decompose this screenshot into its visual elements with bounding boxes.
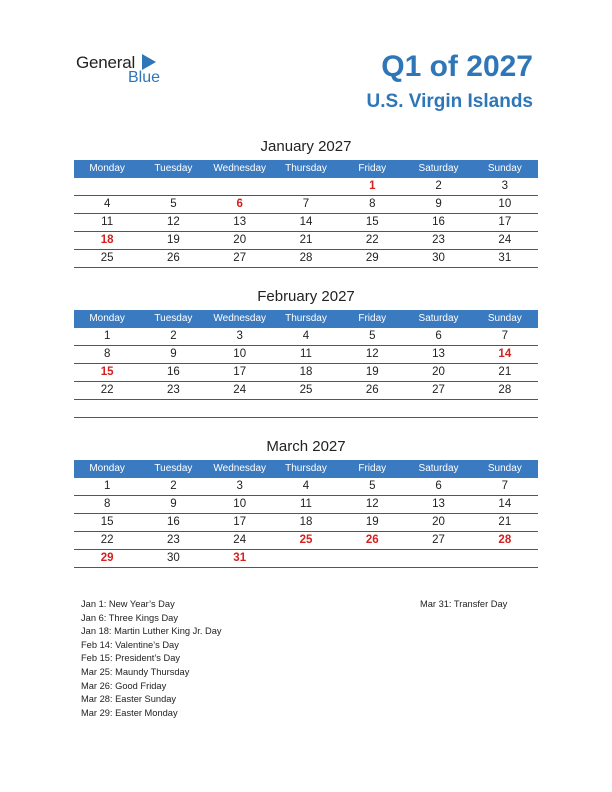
holiday-item: Mar 26: Good Friday: [81, 680, 167, 691]
day-cell: 1: [103, 480, 111, 492]
week-row: [74, 400, 538, 418]
day-cell: 8: [103, 498, 111, 510]
day-cell: 1: [369, 180, 376, 192]
day-cell: [74, 400, 140, 417]
weekday-header: [74, 460, 538, 478]
day-cell: [273, 400, 339, 417]
weekday-label: Wednesday: [213, 313, 267, 324]
day-cell: [339, 550, 405, 567]
holiday-item: Jan 1: New Year’s Day: [81, 599, 175, 609]
day-cell: 13: [233, 216, 247, 228]
day-cell: [339, 400, 405, 417]
day-cell: 9: [170, 498, 177, 510]
day-cell: 7: [501, 480, 509, 492]
day-cell: [140, 400, 206, 417]
weekday-label: Monday: [89, 163, 125, 174]
day-cell: 29: [365, 252, 379, 264]
day-cell: 31: [498, 252, 512, 264]
logo-blue-text: Blue: [128, 69, 161, 86]
month-february: [74, 288, 538, 418]
weekday-label: Monday: [89, 313, 125, 324]
day-cell: 14: [299, 216, 313, 228]
month-january: [74, 138, 538, 268]
weekday-label: Thursday: [285, 163, 327, 174]
week-row: [74, 232, 538, 250]
day-cell: 4: [302, 480, 310, 492]
holiday-item: Mar 28: Easter Sunday: [81, 694, 177, 705]
day-cell: 17: [233, 516, 247, 528]
month-title: March 2027: [266, 438, 346, 455]
day-cell: 7: [501, 330, 509, 342]
day-cell: 2: [170, 330, 177, 342]
day-cell: 7: [302, 198, 310, 210]
day-cell: 18: [100, 234, 114, 246]
weekday-label: Friday: [358, 313, 387, 324]
day-cell: 14: [498, 498, 512, 510]
day-cell: [273, 550, 339, 567]
day-cell: 27: [233, 252, 247, 264]
day-cell: 3: [501, 180, 509, 192]
day-cell: 4: [302, 330, 310, 342]
weekday-label: Sunday: [487, 163, 522, 174]
day-cell: 21: [299, 234, 313, 246]
day-cell: [405, 550, 471, 567]
day-cell: 26: [365, 384, 379, 396]
weekday-label: Saturday: [418, 163, 459, 174]
day-cell: 26: [365, 534, 379, 546]
day-cell: 21: [498, 516, 512, 528]
month-title: February 2027: [257, 288, 355, 305]
day-cell: [273, 178, 339, 195]
day-cell: 3: [236, 330, 243, 342]
day-cell: 15: [100, 366, 114, 378]
day-cell: 25: [100, 252, 114, 264]
weekday-label: Thursday: [285, 313, 327, 324]
day-cell: 28: [498, 534, 512, 546]
day-cell: 12: [167, 216, 180, 228]
day-cell: 8: [103, 348, 111, 360]
weekday-label: Saturday: [418, 313, 459, 324]
day-cell: 10: [233, 348, 247, 360]
day-cell: 23: [432, 234, 445, 246]
day-cell: 16: [432, 216, 445, 228]
weekday-label: Saturday: [418, 463, 459, 474]
weekday-label: Friday: [358, 163, 387, 174]
holiday-item: Mar 25: Maundy Thursday: [81, 666, 190, 677]
day-cell: 24: [498, 234, 512, 246]
day-cell: 6: [435, 480, 442, 492]
week-row: [74, 382, 538, 400]
holiday-list-right: [420, 598, 507, 612]
day-cell: 11: [300, 348, 312, 360]
holiday-item: Feb 14: Valentine’s Day: [81, 639, 179, 650]
day-cell: 18: [299, 516, 313, 528]
day-cell: [405, 400, 471, 417]
day-cell: 8: [369, 198, 376, 210]
day-cell: 17: [233, 366, 247, 378]
day-cell: 14: [498, 348, 512, 360]
page-title: Q1 of 2027: [381, 50, 533, 83]
day-cell: 15: [365, 216, 379, 228]
logo-general-text: General: [76, 53, 136, 72]
day-cell: 4: [103, 198, 111, 210]
month-march: [74, 438, 538, 568]
day-cell: 25: [299, 384, 313, 396]
day-cell: 26: [167, 252, 180, 264]
day-cell: 12: [365, 498, 379, 510]
day-cell: 16: [167, 366, 180, 378]
week-row: [74, 196, 538, 214]
day-cell: [472, 400, 538, 417]
day-cell: 18: [299, 366, 313, 378]
day-cell: 19: [167, 234, 180, 246]
day-cell: 9: [435, 198, 442, 210]
day-cell: [140, 178, 206, 195]
weekday-label: Thursday: [285, 463, 327, 474]
day-cell: [74, 178, 140, 195]
month-title: January 2027: [260, 138, 352, 155]
weekday-label: Sunday: [487, 313, 522, 324]
day-cell: 19: [365, 366, 379, 378]
day-cell: 22: [100, 384, 114, 396]
day-cell: 25: [299, 534, 313, 546]
weekday-label: Tuesday: [154, 313, 193, 324]
holiday-list: [81, 598, 222, 720]
day-cell: 28: [498, 384, 512, 396]
week-row: [74, 328, 538, 346]
week-row: [74, 214, 538, 232]
day-cell: 2: [435, 180, 442, 192]
day-cell: 15: [100, 516, 114, 528]
day-cell: 13: [432, 498, 445, 510]
day-cell: 13: [432, 348, 445, 360]
day-cell: 10: [233, 498, 247, 510]
week-row: [74, 496, 538, 514]
day-cell: [207, 178, 273, 195]
weekday-header: [74, 160, 538, 178]
weekday-label: Tuesday: [154, 463, 193, 474]
holiday-item: Mar 29: Easter Monday: [81, 707, 178, 718]
weekday-label: Wednesday: [213, 163, 267, 174]
week-row: [74, 550, 538, 568]
day-cell: 20: [233, 234, 247, 246]
day-cell: 30: [167, 552, 180, 564]
weekday-label: Monday: [89, 463, 125, 474]
day-cell: 30: [432, 252, 445, 264]
weekday-label: Tuesday: [154, 163, 193, 174]
weekday-label: Wednesday: [213, 463, 267, 474]
day-cell: 3: [236, 480, 243, 492]
day-cell: 31: [233, 552, 247, 564]
day-cell: 5: [170, 198, 177, 210]
day-cell: 5: [369, 480, 376, 492]
week-row: [74, 250, 538, 268]
day-cell: 11: [101, 216, 114, 228]
week-row: [74, 364, 538, 382]
day-cell: 6: [435, 330, 442, 342]
day-cell: 9: [170, 348, 177, 360]
week-row: [74, 346, 538, 364]
logo-flag-icon: [142, 54, 156, 70]
day-cell: 28: [299, 252, 313, 264]
day-cell: 17: [498, 216, 512, 228]
week-row: [74, 178, 538, 196]
weekday-label: Friday: [358, 463, 387, 474]
day-cell: [207, 400, 273, 417]
day-cell: 29: [100, 552, 114, 564]
week-row: [74, 532, 538, 550]
day-cell: 1: [103, 330, 111, 342]
day-cell: 24: [233, 534, 247, 546]
day-cell: 22: [365, 234, 379, 246]
holiday-item: Feb 15: President’s Day: [81, 653, 181, 664]
page-subtitle: U.S. Virgin Islands: [366, 91, 533, 112]
day-cell: 22: [100, 534, 114, 546]
day-cell: 27: [432, 534, 445, 546]
weekday-label: Sunday: [487, 463, 522, 474]
day-cell: 5: [369, 330, 376, 342]
holiday-item: Mar 31: Transfer Day: [420, 599, 508, 609]
day-cell: 12: [365, 348, 379, 360]
day-cell: 10: [498, 198, 512, 210]
day-cell: 11: [300, 498, 312, 510]
week-row: [74, 478, 538, 496]
day-cell: 20: [432, 366, 445, 378]
day-cell: 23: [167, 534, 180, 546]
holiday-item: Jan 6: Three Kings Day: [81, 612, 178, 623]
day-cell: 23: [167, 384, 180, 396]
day-cell: 24: [233, 384, 247, 396]
weekday-header: [74, 310, 538, 328]
day-cell: 20: [432, 516, 445, 528]
day-cell: 16: [167, 516, 180, 528]
day-cell: 6: [236, 198, 243, 210]
logo: [76, 53, 176, 87]
day-cell: 2: [170, 480, 177, 492]
week-row: [74, 514, 538, 532]
day-cell: 21: [498, 366, 512, 378]
day-cell: [472, 550, 538, 567]
holiday-item: Jan 18: Martin Luther King Jr. Day: [81, 626, 222, 637]
day-cell: 27: [432, 384, 445, 396]
day-cell: 19: [365, 516, 379, 528]
